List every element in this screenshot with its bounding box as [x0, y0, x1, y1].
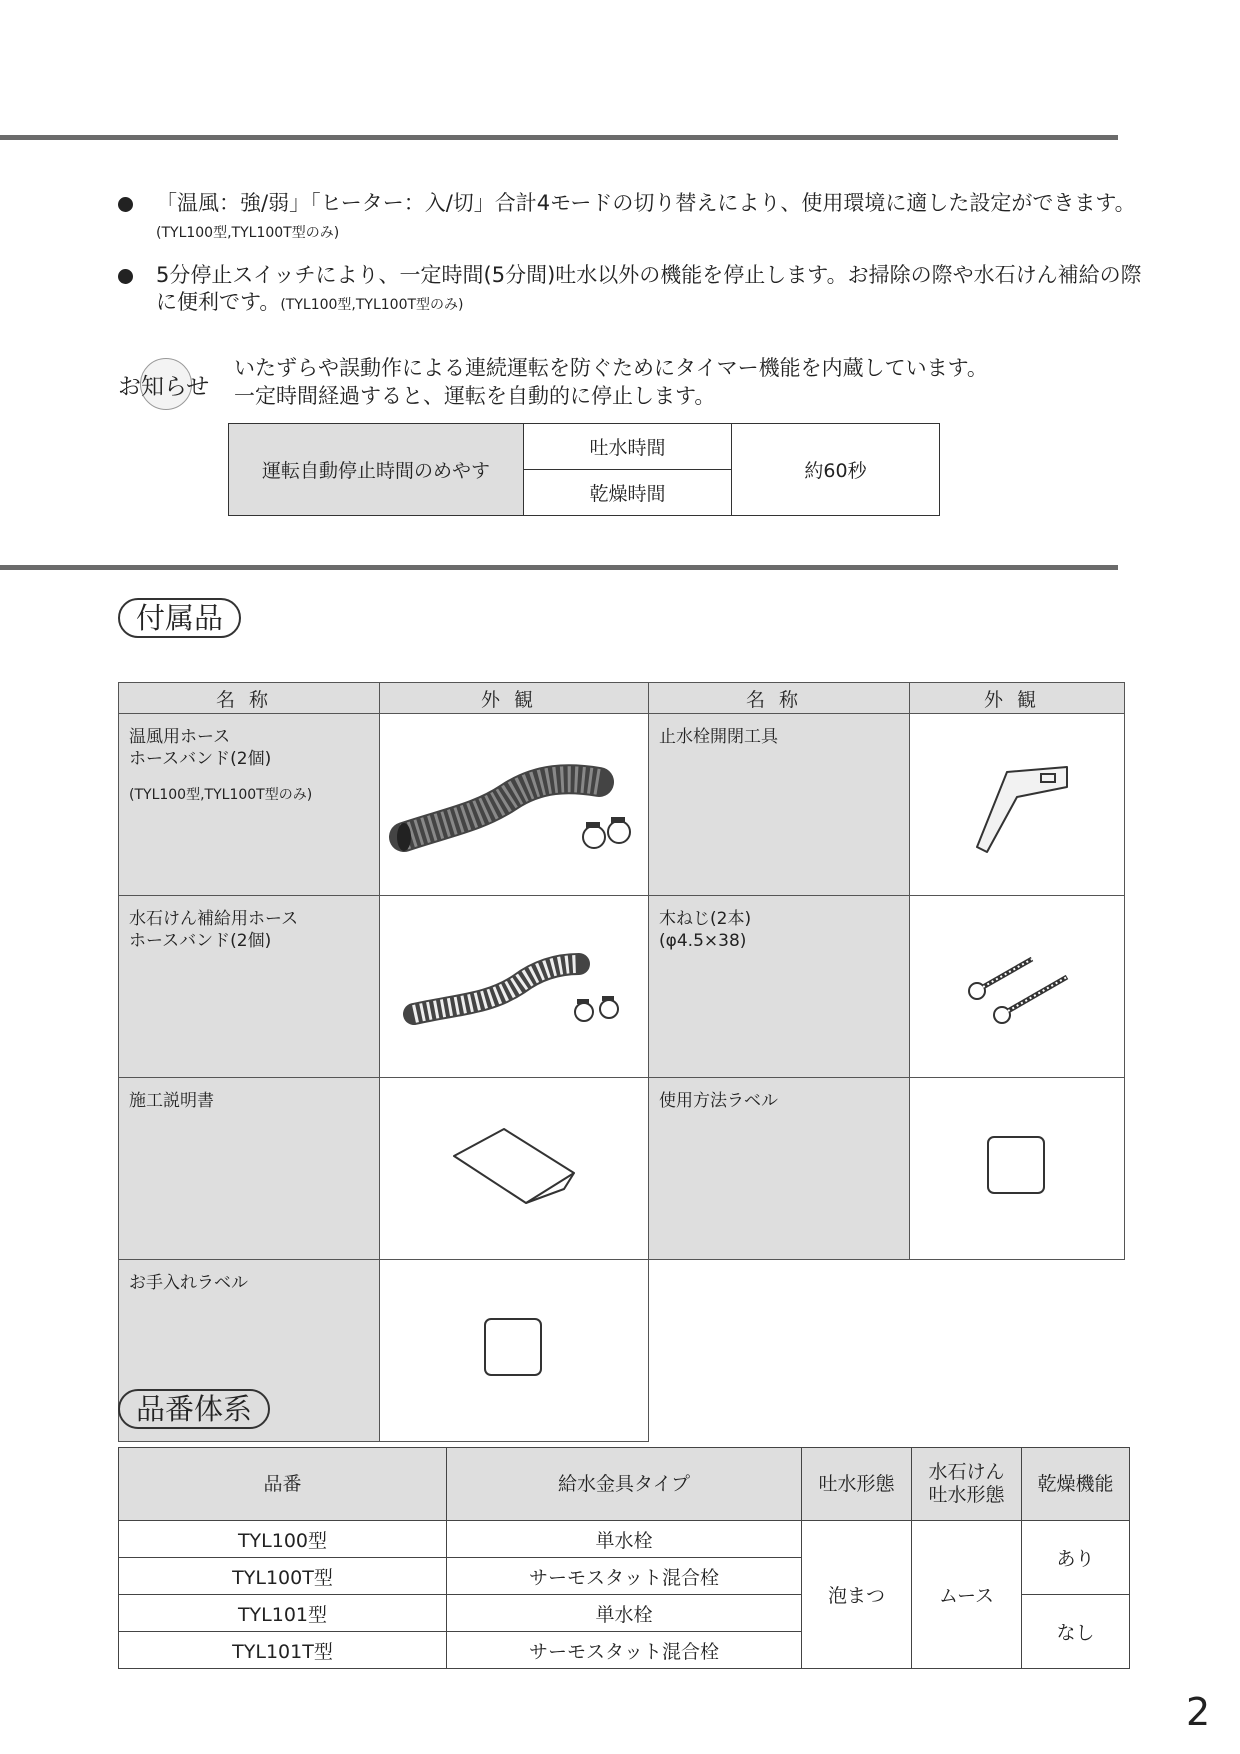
warm-air-hose-icon [389, 742, 639, 862]
model-cell: TYL100T型 [119, 1558, 447, 1595]
timer-label: 運転自動停止時間のめやす [229, 424, 524, 516]
spout-cell: 泡まつ [802, 1521, 912, 1669]
header-soap-line: 吐水形態 [928, 1484, 1005, 1506]
accessory-name [649, 1078, 910, 1260]
fitting-cell: 単水栓 [447, 1521, 802, 1558]
accessory-name-line: (φ4.5×38) [659, 931, 747, 951]
timer-value: 約60秒 [732, 424, 940, 516]
feature-text: 「温風：強/弱」「ヒーター：入/切」合計4モードの切り替えにより、使用環境に適した設定ができます。 [156, 191, 1136, 215]
notice-text [234, 354, 988, 410]
accessories-table [118, 682, 1125, 1442]
accessory-name-line: 温風用ホース [129, 727, 231, 747]
manual-document-icon [444, 1121, 584, 1211]
header-name: 名称 [649, 683, 910, 714]
header-dry: 乾燥機能 [1022, 1448, 1130, 1521]
timer-row-label: 乾燥時間 [524, 470, 732, 516]
dry-cell: あり [1022, 1521, 1130, 1595]
notice-label: お知らせ [118, 374, 210, 400]
notice-line: 一定時間経過すると、運転を自動的に停止します。 [234, 384, 716, 408]
table-row [119, 1521, 1130, 1558]
accessory-image [910, 896, 1125, 1078]
accessory-name-line: 木ねじ(2本) [659, 909, 752, 929]
care-label-icon [479, 1313, 549, 1383]
accessory-name-line: 水石けん補給用ホース [129, 909, 299, 929]
accessory-name-line: ホースバンド(2個) [129, 749, 272, 769]
soap-hose-icon [399, 934, 629, 1034]
page-number: 2 [1186, 1690, 1211, 1734]
products-title: 品番体系 [118, 1389, 270, 1429]
accessory-name-line: お手入れラベル [129, 1273, 248, 1293]
header-look: 外観 [380, 683, 649, 714]
accessories-title: 付属品 [118, 598, 241, 638]
accessory-name-line: ホースバンド(2個) [129, 931, 272, 951]
accessory-image [380, 1260, 649, 1442]
accessory-image [380, 1078, 649, 1260]
header-soap-line: 水石けん [928, 1461, 1005, 1483]
feature-note: (TYL100型,TYL100T型のみ) [280, 297, 464, 313]
accessory-name-line: 止水栓開閉工具 [659, 727, 778, 747]
header-model: 品番 [119, 1448, 447, 1521]
dry-cell: なし [1022, 1595, 1130, 1669]
wood-screw-icon [957, 939, 1077, 1029]
timer-row-label: 吐水時間 [524, 424, 732, 470]
timer-table [228, 423, 940, 516]
notice-badge [118, 358, 214, 410]
empty-cell [649, 1260, 1125, 1442]
accessory-name [649, 896, 910, 1078]
model-cell: TYL101T型 [119, 1632, 447, 1669]
accessory-name [649, 714, 910, 896]
accessory-image [380, 896, 649, 1078]
top-rule [0, 135, 1118, 140]
accessory-note: (TYL100型,TYL100T型のみ) [129, 787, 313, 803]
feature-text: 5分停止スイッチにより、一定時間(5分間)吐水以外の機能を停止します。お掃除の際や水石けん補給の際に便利です。 [156, 263, 1142, 314]
accessory-name [119, 896, 380, 1078]
usage-label-icon [982, 1131, 1052, 1201]
accessory-image [910, 714, 1125, 896]
stop-valve-tool-icon [957, 747, 1077, 857]
accessory-name [119, 1078, 380, 1260]
header-name: 名称 [119, 683, 380, 714]
header-fitting: 給水金具タイプ [447, 1448, 802, 1521]
products-table [118, 1447, 1130, 1669]
bullet-icon [118, 197, 133, 212]
accessory-image [910, 1078, 1125, 1260]
model-cell: TYL100型 [119, 1521, 447, 1558]
fitting-cell: サーモスタット混合栓 [447, 1558, 802, 1595]
model-cell: TYL101型 [119, 1595, 447, 1632]
fitting-cell: 単水栓 [447, 1595, 802, 1632]
soap-cell: ムース [912, 1521, 1022, 1669]
header-look: 外観 [910, 683, 1125, 714]
notice-line: いたずらや誤動作による連続運転を防ぐためにタイマー機能を内蔵しています。 [234, 356, 988, 380]
fitting-cell: サーモスタット混合栓 [447, 1632, 802, 1669]
accessory-name [119, 714, 380, 896]
accessory-image [380, 714, 649, 896]
feature-note: (TYL100型,TYL100T型のみ) [156, 225, 340, 241]
accessory-name-line: 使用方法ラベル [659, 1091, 778, 1111]
bullet-icon [118, 269, 133, 284]
accessory-name-line: 施工説明書 [129, 1091, 214, 1111]
section-rule [0, 565, 1118, 570]
header-soap [912, 1448, 1022, 1521]
header-spout: 吐水形態 [802, 1448, 912, 1521]
